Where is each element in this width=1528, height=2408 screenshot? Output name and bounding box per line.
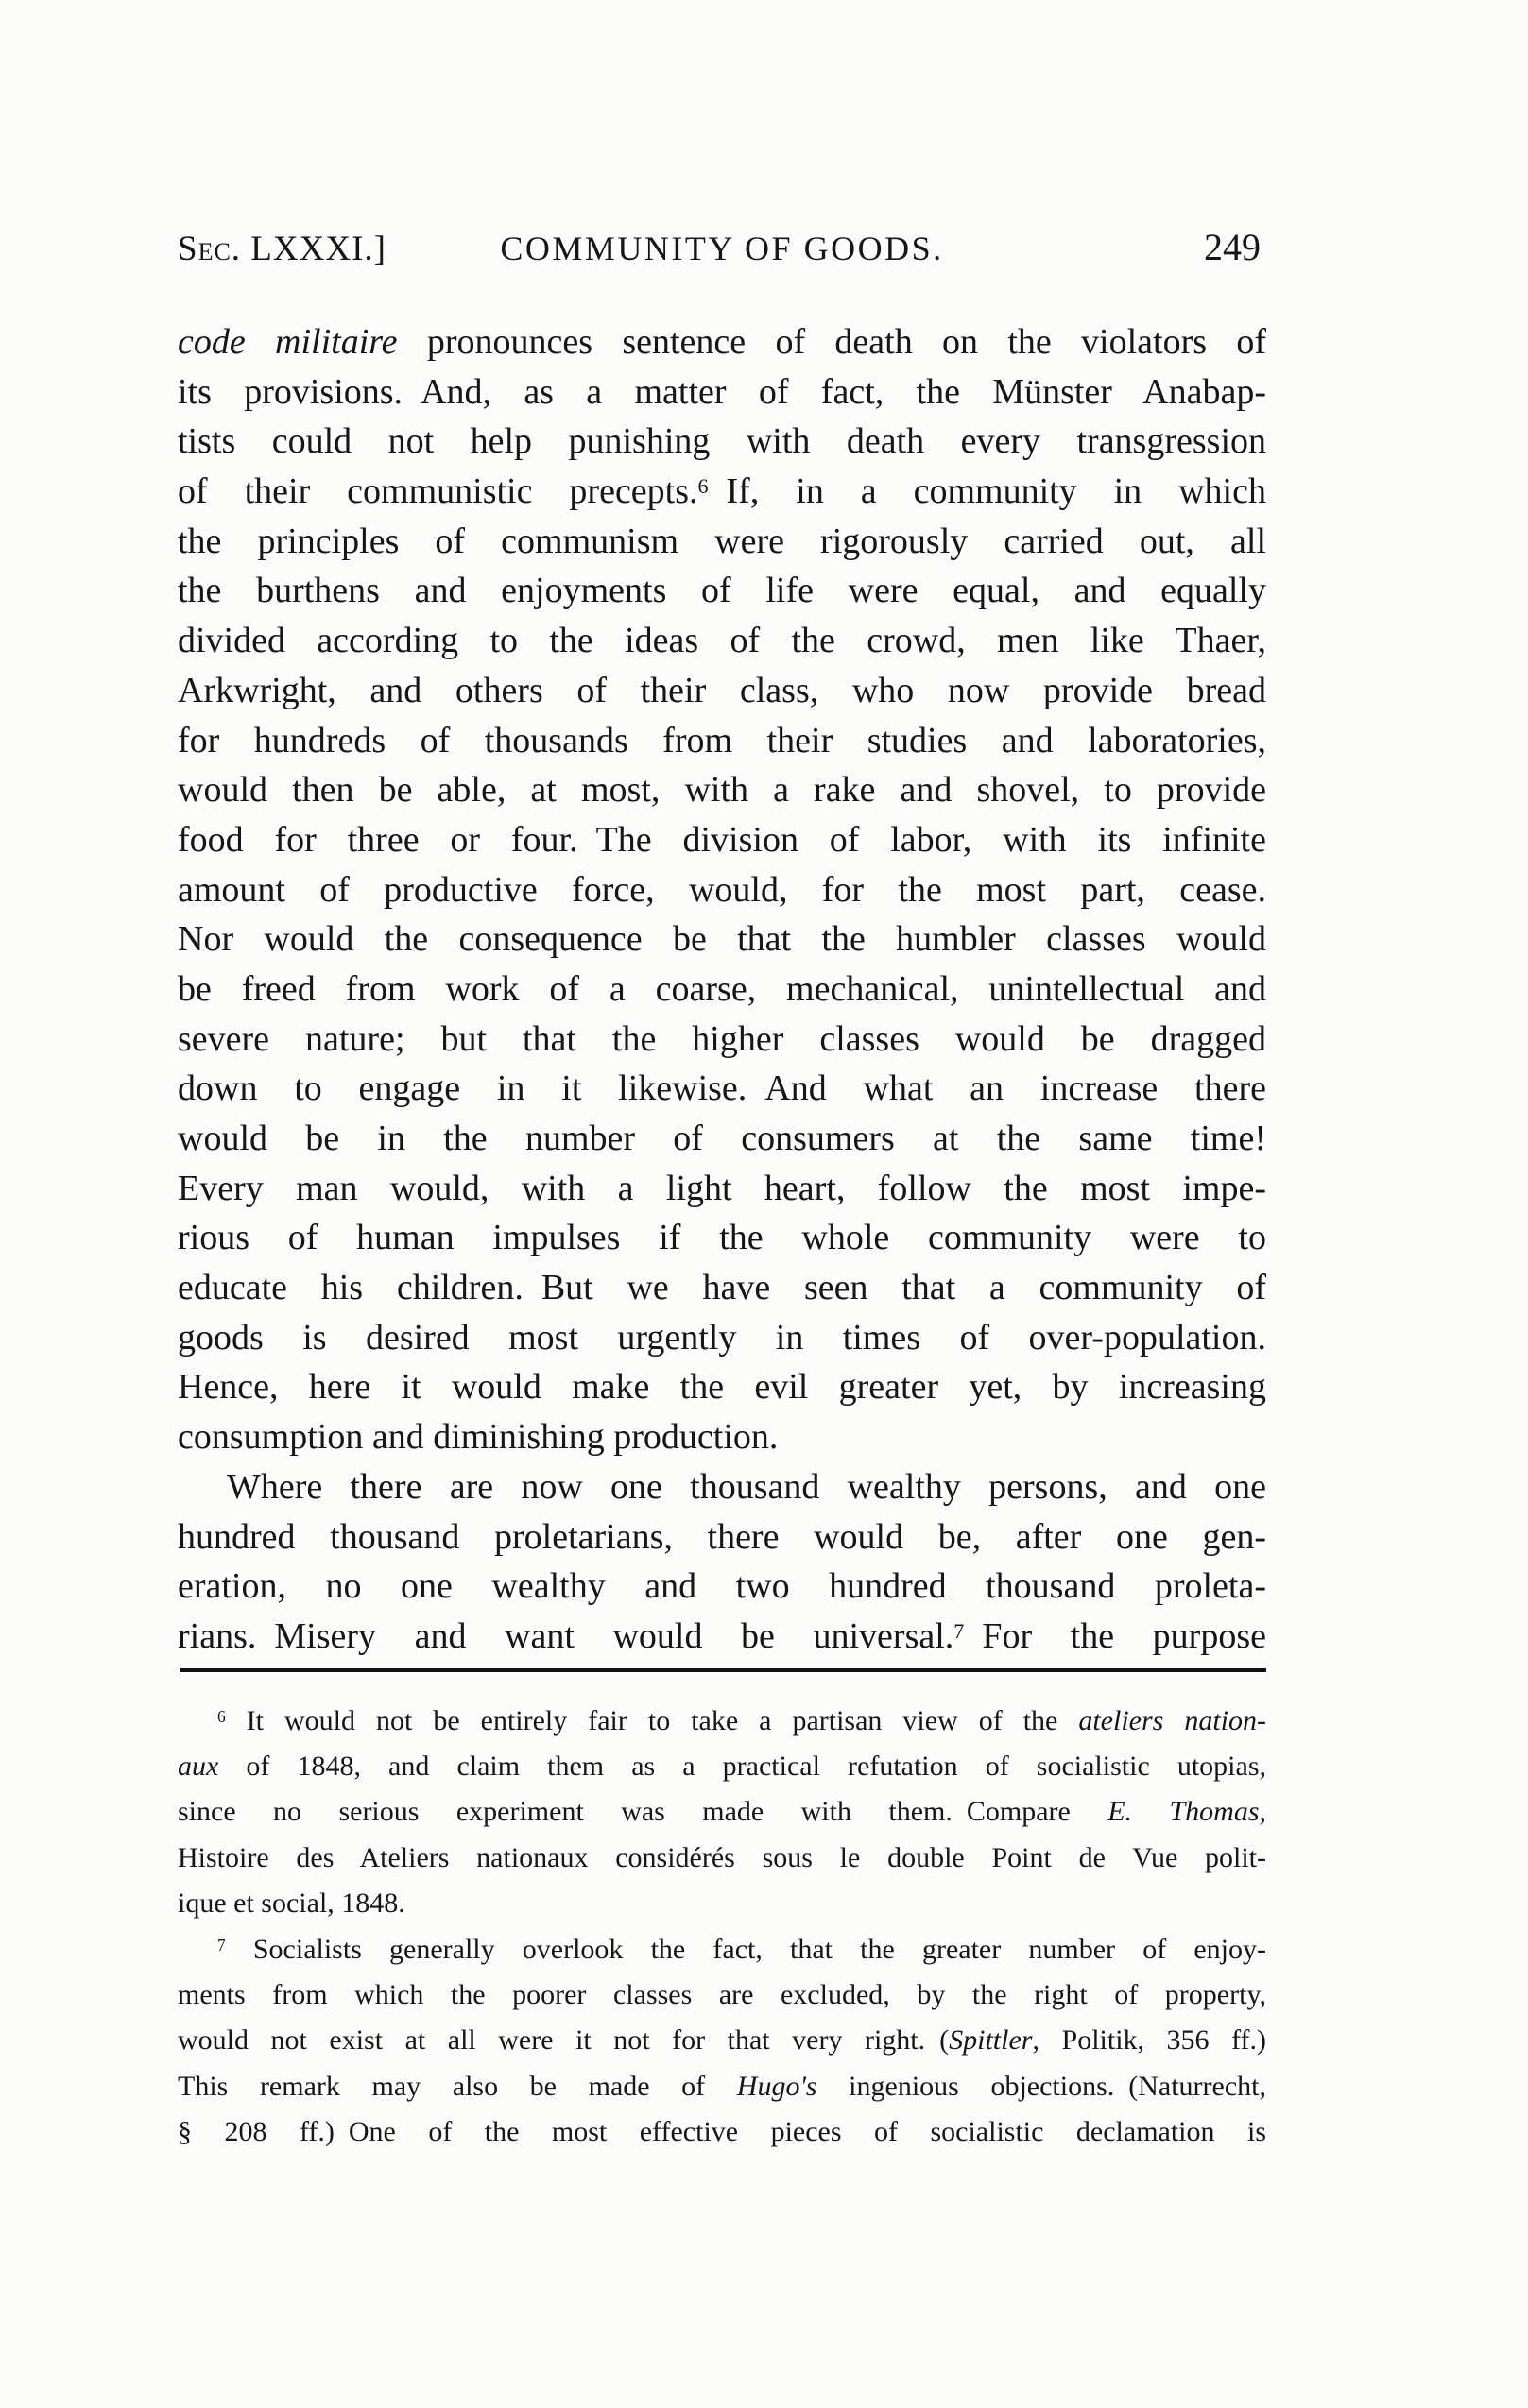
body-line xyxy=(178,965,1266,1015)
body-line xyxy=(178,1114,1266,1164)
text-segment: consumption and diminishing production. xyxy=(178,1417,779,1458)
footnote-line xyxy=(178,2064,1266,2109)
text-segment: For the purpose xyxy=(964,1615,1266,1656)
body-line xyxy=(178,865,1266,915)
footnote-line xyxy=(178,1699,1266,1744)
text-segment: Hugo's xyxy=(736,2070,817,2102)
text-segment: the burthens and enjoyments of life were equal, and equally xyxy=(178,571,1266,611)
body-line xyxy=(178,1015,1266,1065)
body-line xyxy=(178,1362,1266,1412)
footnote-line xyxy=(178,1744,1266,1789)
body-line xyxy=(178,467,1266,517)
footnote-line xyxy=(178,1973,1266,2018)
text-segment: ingenious objections. (Naturrecht, xyxy=(816,2070,1266,2102)
text-segment: Every man would, with a light heart, follow the most impe- xyxy=(178,1168,1266,1208)
text-segment: Socialists generally overlook the fact, that the greater number of enjoy- xyxy=(225,1934,1266,1965)
text-segment: tists could not help punishing with death every transgression xyxy=(178,421,1266,462)
text-segment: ateliers nation- xyxy=(1078,1705,1266,1736)
body-line xyxy=(178,1313,1266,1363)
text-segment: rians. Misery and want would be universal. xyxy=(178,1615,954,1656)
body-line xyxy=(178,1512,1266,1563)
body-line xyxy=(178,616,1266,666)
text-segment: pronounces sentence of death on the violators of xyxy=(397,322,1266,362)
text-segment: If, in a community in which xyxy=(708,471,1266,512)
running-title: COMMUNITY OF GOODS. xyxy=(500,230,944,267)
text-segment: rious of human impulses if the whole community were to xyxy=(178,1218,1266,1258)
body-line xyxy=(178,1462,1266,1512)
text-segment: aux xyxy=(178,1750,219,1783)
body-line xyxy=(178,566,1266,616)
section-label: Sec. LXXXI.] xyxy=(178,230,386,268)
body-line xyxy=(178,914,1266,965)
text-segment: would be in the number of consumers at the same time! xyxy=(178,1119,1266,1158)
text-segment: hundred thousand proletarians, there would be, after one gen- xyxy=(178,1516,1266,1557)
footnote-ref: 7 xyxy=(217,1936,226,1955)
text-segment: § 208 ff.) One of the most effective pieces of socialistic declamation is xyxy=(178,2115,1266,2147)
page-header xyxy=(178,223,1266,276)
text-segment: Nor would the consequence be that the humbler classes would xyxy=(178,919,1266,960)
text-segment: ments from which the poorer classes are excluded, by the right of property, xyxy=(178,1979,1266,2011)
text-segment: severe nature; but that the higher classes would be dragged xyxy=(178,1018,1266,1059)
footnote-6 xyxy=(178,1699,1266,1926)
text-segment: E. Thomas xyxy=(1107,1796,1260,1828)
body-line xyxy=(178,1263,1266,1313)
text-segment: Arkwright, and others of their class, who now provide bread xyxy=(178,670,1266,710)
body-line xyxy=(178,367,1266,418)
footnote-ref: 6 xyxy=(697,474,709,499)
body-line xyxy=(178,1562,1266,1612)
footnote-line xyxy=(178,1881,1266,1926)
text-segment: This remark may also be made of xyxy=(178,2070,737,2102)
text-segment: down to engage in it likewise. And what an increase there xyxy=(178,1068,1266,1109)
footnote-line xyxy=(178,1789,1266,1835)
text-segment: eration, no one wealthy and two hundred thousand proleta- xyxy=(178,1566,1266,1607)
body-line xyxy=(178,716,1266,766)
body-line xyxy=(178,815,1266,865)
body-line xyxy=(178,517,1266,567)
text-segment: , xyxy=(1259,1796,1266,1828)
text-segment: Where there are now one thousand wealthy persons, and one xyxy=(227,1466,1266,1507)
text-segment: goods is desired most urgently in times of over-population. xyxy=(178,1317,1266,1358)
footnote-line xyxy=(178,1836,1266,1881)
text-segment: be freed from work of a coarse, mechanical, unintellectual and xyxy=(178,968,1266,1009)
footnote-line xyxy=(178,1927,1266,1973)
body-line xyxy=(178,765,1266,815)
footnote-7 xyxy=(178,1927,1266,2155)
body-line xyxy=(178,1164,1266,1214)
text-segment: educate his children. But we have seen that a community of xyxy=(178,1268,1266,1308)
page-number: 249 xyxy=(1204,226,1261,268)
text-segment: ique et social, 1848. xyxy=(178,1887,405,1919)
text-segment: Hence, here it would make the evil greater yet, by increasing xyxy=(178,1367,1266,1408)
body-line xyxy=(178,1213,1266,1263)
body-text xyxy=(178,317,1266,1662)
text-segment: code militaire xyxy=(178,322,398,362)
text-segment: divided according to the ideas of the crowd, men like Thaer, xyxy=(178,621,1266,661)
text-segment: It would not be entirely fair to take a partisan view of the xyxy=(225,1705,1079,1736)
body-line xyxy=(178,1612,1266,1662)
body-line xyxy=(178,1412,1266,1462)
body-line xyxy=(178,666,1266,716)
footnote-ref: 7 xyxy=(953,1618,965,1643)
body-line xyxy=(178,317,1266,367)
text-segment: since no serious experiment was made with them. Compare xyxy=(178,1796,1108,1828)
text-segment: Spittler xyxy=(949,2024,1033,2057)
text-segment: for hundreds of thousands from their studies and laboratories, xyxy=(178,720,1266,760)
footnote-ref: 6 xyxy=(217,1707,226,1727)
text-segment: of their communistic precepts. xyxy=(178,471,698,512)
footnote-separator xyxy=(180,1668,1266,1672)
text-segment: of 1848, and claim them as a practical refutation of socialistic utopias, xyxy=(218,1750,1266,1783)
text-segment: would not exist at all were it not for that very right. ( xyxy=(178,2024,950,2057)
text-segment: the principles of communism were rigorously carried out, all xyxy=(178,521,1266,561)
body-line xyxy=(178,417,1266,467)
footnote-line xyxy=(178,2109,1266,2155)
text-segment: Histoire des Ateliers nationaux considérés sous le double Point de Vue polit- xyxy=(178,1841,1266,1873)
text-segment: amount of productive force, would, for the most part, cease. xyxy=(178,869,1266,910)
text-segment: , Politik, 356 ff.) xyxy=(1032,2024,1266,2057)
text-segment: would then be able, at most, with a rake and shovel, to provide xyxy=(178,770,1266,811)
footnote-line xyxy=(178,2018,1266,2063)
body-line xyxy=(178,1064,1266,1114)
text-segment: food for three or four. The division of labor, with its infinite xyxy=(178,819,1266,860)
text-segment: its provisions. And, as a matter of fact, the Münster Anabap- xyxy=(178,371,1266,412)
